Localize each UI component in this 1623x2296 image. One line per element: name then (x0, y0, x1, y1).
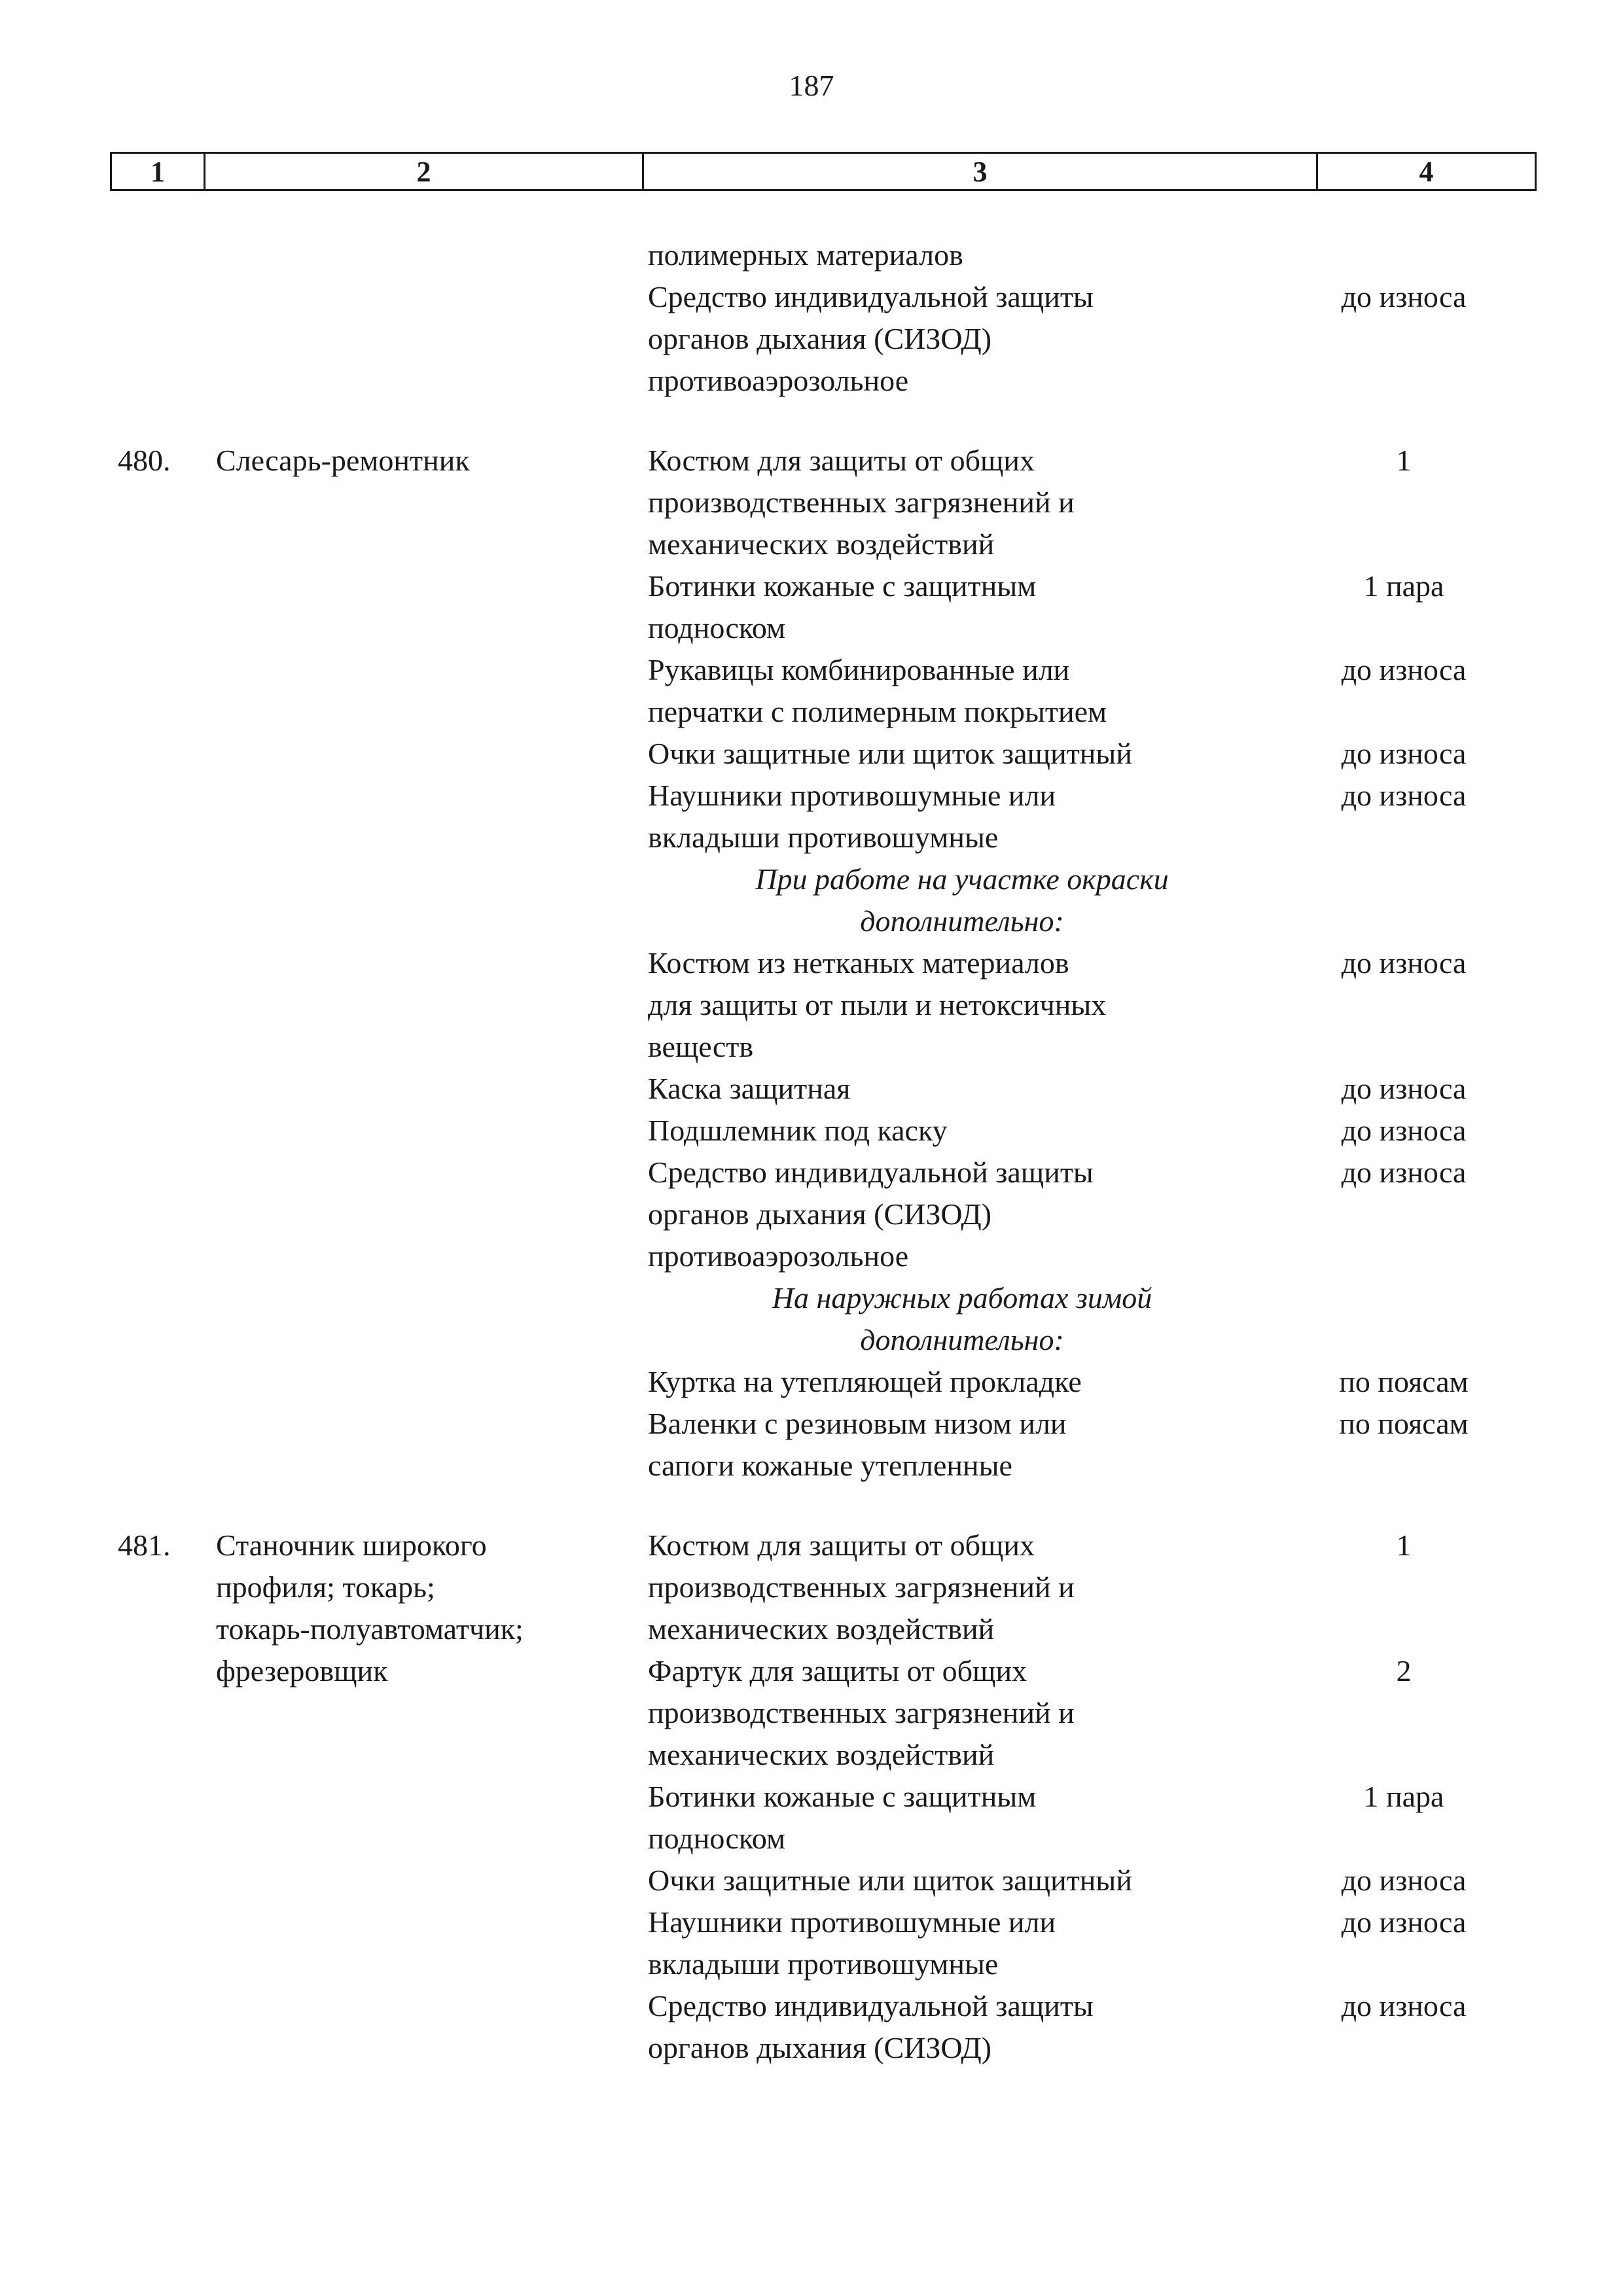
section-subheading: При работе на участке окраски дополнительно: (755, 862, 1169, 938)
item-list (648, 440, 1623, 1487)
item-list (648, 234, 1623, 402)
list-item: Каска защитная до износа (648, 1072, 1467, 1105)
profession: Слесарь-ремонтник (216, 444, 470, 477)
list-item: Костюм для защиты от общих производственных загрязнений и механических воздействий 1 (648, 1528, 1412, 1646)
list-item: Куртка на утепляющей прокладке по поясам (648, 1365, 1469, 1398)
list-item: полимерных материалов (648, 238, 963, 272)
entry-number: 480. (118, 444, 171, 477)
header-col-4: 4 (1419, 155, 1434, 188)
list-item: Ботинки кожаные с защитным подноском 1 пара (648, 569, 1444, 645)
header-col-1: 1 (112, 154, 205, 189)
profession: Станочник широкого профиля; токарь; токарь-полуавтоматчик; фрезеровщик (216, 1528, 524, 1687)
list-item: Очки защитные или щиток защитный до износа (648, 1863, 1467, 1897)
continuation-entry (0, 234, 1623, 402)
list-item: Костюм для защиты от общих производственных загрязнений и механических воздействий 1 (648, 444, 1412, 561)
list-item: Подшлемник под каску до износа (648, 1114, 1467, 1147)
list-item: Ботинки кожаные с защитным подноском 1 пара (648, 1780, 1444, 1855)
entry-481 (0, 1525, 1623, 2069)
table-header (110, 152, 1537, 191)
section-subheading: На наружных работах зимой дополнительно: (772, 1281, 1152, 1356)
entry-number: 481. (118, 1528, 171, 1562)
list-item: Валенки с резиновым низом или сапоги кожаные утепленные по поясам (648, 1407, 1469, 1482)
table-body (0, 234, 1623, 2069)
list-item: Наушники противошумные или вкладыши противошумные до износа (648, 779, 1467, 854)
list-item: Рукавицы комбинированные или перчатки с полимерным покрытием до износа (648, 653, 1467, 728)
list-item: Фартук для защиты от общих производственных загрязнений и механических воздействий 2 (648, 1654, 1412, 1771)
page-number: 187 (789, 69, 834, 102)
item-list (648, 1525, 1623, 2069)
list-item: Средство индивидуальной защиты органов дыхания (СИЗОД) противоаэрозольное до износа (648, 280, 1467, 397)
header-col-3: 3 (644, 154, 1318, 189)
header-col-2: 2 (205, 154, 644, 189)
list-item: Костюм из нетканых материалов для защиты от пыли и нетоксичных веществ до износа (648, 946, 1467, 1063)
list-item: Наушники противошумные или вкладыши противошумные до износа (648, 1905, 1467, 1981)
list-item: Очки защитные или щиток защитный до износа (648, 737, 1467, 770)
list-item: Средство индивидуальной защиты органов дыхания (СИЗОД) до износа (648, 1989, 1467, 2064)
list-item: Средство индивидуальной защиты органов дыхания (СИЗОД) противоаэрозольное до износа (648, 1156, 1467, 1273)
entry-480 (0, 440, 1623, 1487)
